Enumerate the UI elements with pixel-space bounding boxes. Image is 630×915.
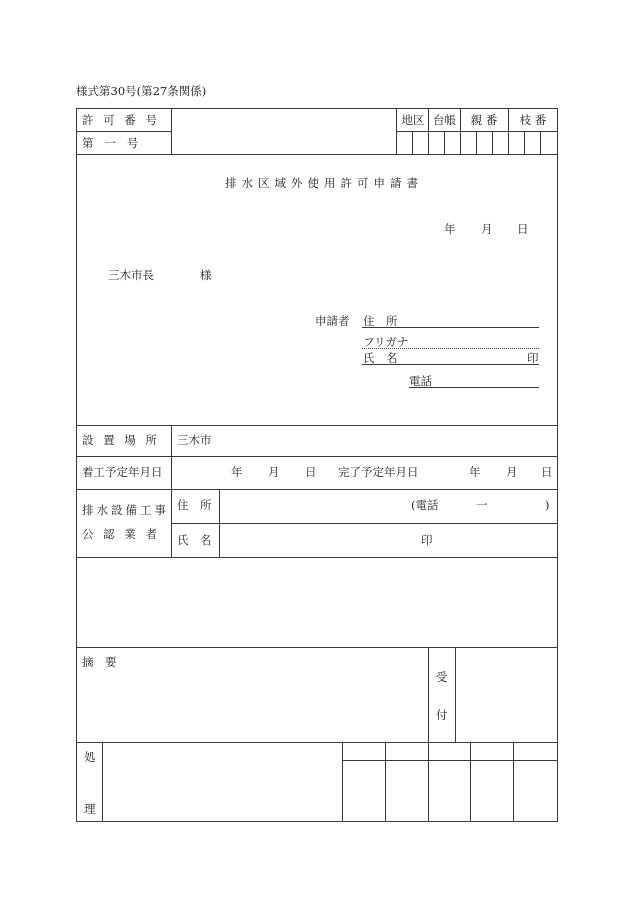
body-bottom (76, 425, 558, 426)
receipt-right (455, 647, 456, 742)
ledger-col-parent: 親 番 (470, 113, 498, 127)
addressee-honorific: 様 (200, 268, 212, 282)
ledger-sub (524, 131, 525, 154)
end-month: 月 (506, 465, 518, 479)
receipt-left (428, 647, 429, 742)
label-column-divider (171, 425, 172, 557)
receipt-char-1: 受 (436, 670, 448, 684)
blank-area-bottom (76, 647, 558, 648)
end-day: 日 (541, 465, 553, 479)
contractor-phone-close: ) (545, 498, 550, 512)
contractor-bottom (76, 557, 558, 558)
addressee-mayor: 三木市長 (108, 268, 154, 282)
applicant-label: 申請者 (315, 314, 350, 328)
form-number: 様式第30号(第27条関係) (76, 84, 207, 98)
processing-header-line (342, 760, 558, 761)
ledger-col-ledger: 台帳 (433, 113, 456, 127)
end-year: 年 (469, 465, 481, 479)
header-divider-left (76, 131, 171, 132)
contractor-seal: 印 (421, 533, 433, 547)
ledger-sub (412, 131, 413, 154)
header-section-bottom (76, 154, 558, 155)
start-month: 月 (268, 465, 280, 479)
start-year: 年 (231, 465, 243, 479)
processing-col (385, 742, 386, 822)
ledger-sub (476, 131, 477, 154)
ledger-col-branch: 枝 番 (519, 113, 547, 127)
applicant-furigana-label: フリガナ (363, 335, 409, 349)
date-month: 月 (481, 222, 493, 236)
start-day: 日 (305, 465, 317, 479)
applicant-phone-line (409, 387, 539, 388)
schedule-bottom (76, 489, 558, 490)
processing-label-top: 処 (84, 750, 96, 764)
applicant-address-label: 住 所 (363, 314, 398, 328)
contractor-phone-open: (電話 (411, 498, 439, 512)
processing-label-bottom: 理 (84, 802, 96, 816)
contractor-label-line1: 排水設備工事 (82, 503, 169, 517)
processing-col (470, 742, 471, 822)
remarks-bottom (76, 742, 558, 743)
contractor-label-line2: 公 認 業 者 (82, 527, 160, 541)
applicant-phone-label: 電話 (409, 374, 432, 388)
applicant-seal: 印 (527, 351, 539, 365)
processing-label-divider (102, 742, 103, 822)
processing-col (513, 742, 514, 822)
form-title: 排水区域外使用許可申請書 (225, 176, 423, 190)
applicant-address-line (362, 327, 539, 328)
permit-number-label: 許 可 番 号 (82, 113, 160, 127)
remarks-label: 摘 要 (82, 655, 117, 669)
location-bottom (76, 456, 558, 457)
date-day: 日 (517, 222, 529, 236)
header-vline-permit (171, 108, 172, 154)
applicant-name-line (362, 364, 539, 365)
contractor-name-label: 氏 名 (177, 533, 212, 547)
ledger-sub (444, 131, 445, 154)
contractor-address-label: 住 所 (177, 498, 212, 512)
ledger-col-district: 地区 (401, 113, 425, 127)
ledger-sub (540, 131, 541, 154)
location-label: 設 置 場 所 (82, 433, 160, 447)
contractor-mid (171, 523, 558, 524)
applicant-furigana-line (362, 348, 539, 349)
start-date-label: 着工予定年月日 (82, 465, 163, 479)
ledger-mid (396, 131, 558, 132)
applicant-name-label: 氏 名 (363, 351, 398, 365)
end-date-label: 完了予定年月日 (338, 465, 419, 479)
receipt-char-2: 付 (436, 708, 448, 722)
date-year: 年 (444, 222, 456, 236)
location-value: 三木市 (177, 433, 212, 447)
number-line: 第 一 号 (82, 136, 139, 150)
processing-col (428, 742, 429, 822)
contractor-phone-dash: 一 (476, 498, 488, 512)
ledger-sub (492, 131, 493, 154)
processing-col (342, 742, 343, 822)
